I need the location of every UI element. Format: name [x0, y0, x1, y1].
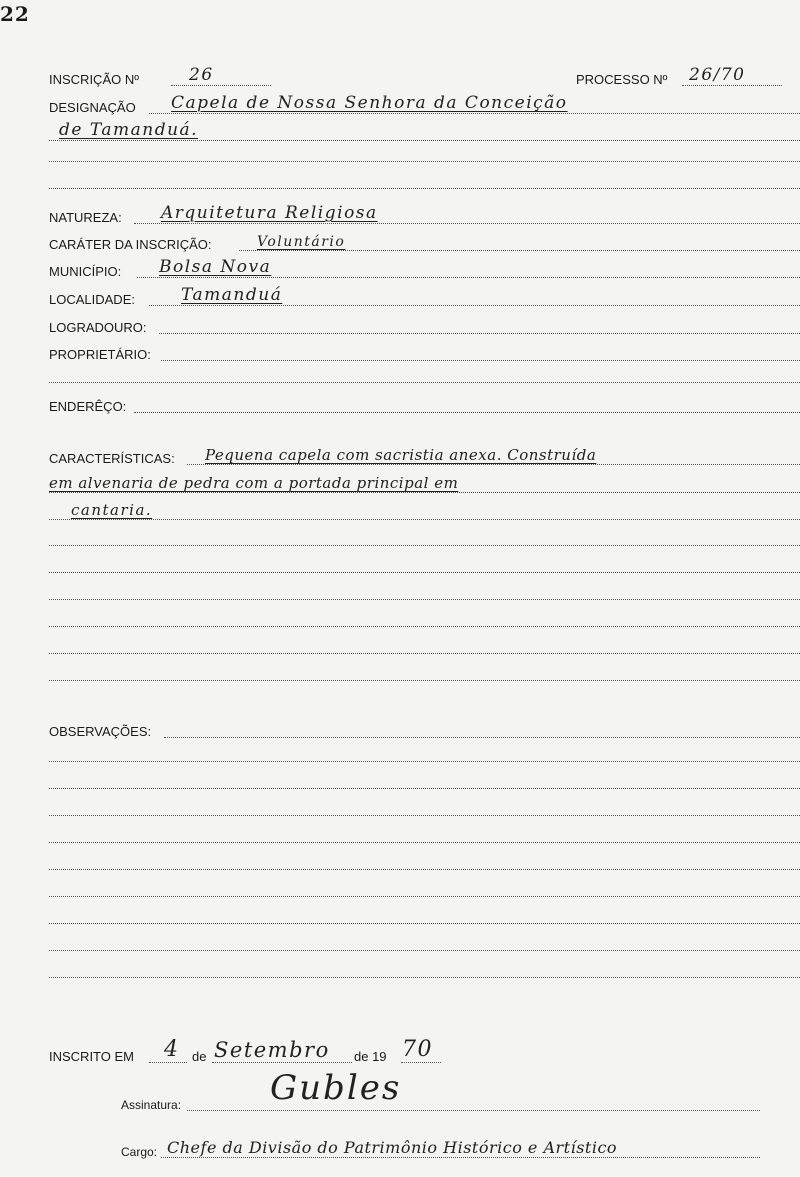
municipio-value: Bolsa Nova — [159, 257, 272, 277]
localidade-value: Tamanduá — [181, 285, 283, 305]
blank-line — [49, 545, 800, 546]
caracteristicas-dots-3 — [49, 519, 800, 520]
endereco-label: ENDERÊÇO: — [49, 399, 127, 414]
assinatura-label: Assinatura: — [121, 1098, 182, 1112]
cargo-dots — [161, 1157, 760, 1158]
observacoes-label: OBSERVAÇÕES: — [49, 724, 152, 739]
cargo-row — [49, 1130, 800, 1160]
municipio-label: MUNICÍPIO: — [49, 264, 122, 279]
blank-line — [49, 382, 800, 383]
blank-line — [49, 869, 800, 870]
inscricao-value: 26 — [189, 65, 214, 85]
blank-line — [49, 896, 800, 897]
inscrito-row — [49, 1035, 800, 1065]
inscricao-label: INSCRIÇÃO Nº — [49, 72, 139, 87]
carater-label: CARÁTER DA INSCRIÇÃO: — [49, 237, 212, 252]
caracteristicas-row — [49, 437, 800, 467]
blank-line — [49, 815, 800, 816]
blank-line — [49, 626, 800, 627]
designacao-line2: de Tamanduá. — [59, 120, 199, 140]
processo-label: PROCESSO Nº — [576, 72, 668, 87]
inscrito-year: 70 — [402, 1037, 433, 1062]
designacao-label: DESIGNAÇÃO — [49, 100, 136, 115]
caracteristicas-line2: em alvenaria de pedra com a portada principal em — [49, 474, 459, 492]
blank-line — [49, 680, 800, 681]
natureza-label: NATUREZA: — [49, 210, 122, 225]
assinatura-dots — [187, 1110, 760, 1111]
blank-line — [49, 761, 800, 762]
blank-line — [49, 842, 800, 843]
carater-row — [49, 223, 800, 253]
signature: Gubles — [270, 1068, 402, 1108]
processo-value: 26/70 — [689, 65, 746, 85]
endereco-row — [49, 385, 800, 415]
designacao-dots-2 — [49, 140, 800, 141]
localidade-row — [49, 278, 800, 308]
localidade-label: LOCALIDADE: — [49, 292, 135, 307]
observacoes-dots — [164, 737, 800, 738]
caracteristicas-row-2 — [49, 465, 800, 495]
proprietario-label: PROPRIETÁRIO: — [49, 347, 151, 362]
designacao-line1: Capela de Nossa Senhora da Conceição — [171, 93, 568, 113]
page-number: 22 — [0, 2, 30, 26]
designacao-row — [49, 86, 800, 116]
blank-line — [49, 788, 800, 789]
endereco-dots — [134, 412, 800, 413]
caracteristicas-line1: Pequena capela com sacristia anexa. Construída — [205, 446, 597, 464]
inscrito-year-dots — [401, 1062, 441, 1063]
proprietario-row — [49, 333, 800, 363]
blank-line — [49, 977, 800, 978]
proprietario-dots — [161, 360, 800, 361]
cargo-value: Chefe da Divisão do Patrimônio Histórico e Artístico — [167, 1138, 618, 1157]
assinatura-row — [49, 1083, 800, 1113]
inscricao-row — [49, 58, 800, 88]
inscrito-de1: de — [192, 1049, 207, 1064]
logradouro-label: LOGRADOURO: — [49, 320, 147, 335]
caracteristicas-label: CARACTERÍSTICAS: — [49, 451, 175, 466]
logradouro-row — [49, 306, 800, 336]
caracteristicas-line3: cantaria. — [71, 501, 153, 519]
blank-line — [49, 923, 800, 924]
blank-line — [49, 599, 800, 600]
carater-value: Voluntário — [257, 234, 346, 250]
municipio-row — [49, 250, 800, 280]
inscrito-month-dots — [212, 1062, 352, 1063]
inscrito-day-dots — [149, 1062, 187, 1063]
inscrito-label: INSCRITO EM — [49, 1049, 134, 1064]
inscrito-day: 4 — [164, 1037, 180, 1062]
inscrito-month: Setembro — [214, 1038, 330, 1062]
cargo-label: Cargo: — [121, 1145, 158, 1159]
natureza-value: Arquitetura Religiosa — [161, 203, 378, 223]
natureza-row — [49, 196, 800, 226]
observacoes-row — [49, 710, 800, 740]
blank-line — [49, 188, 800, 189]
designacao-row-2 — [49, 113, 800, 143]
caracteristicas-row-3 — [49, 492, 800, 522]
inscrito-de2: de 19 — [354, 1049, 387, 1064]
blank-line — [49, 653, 800, 654]
blank-line — [49, 161, 800, 162]
blank-line — [49, 572, 800, 573]
blank-line — [49, 950, 800, 951]
